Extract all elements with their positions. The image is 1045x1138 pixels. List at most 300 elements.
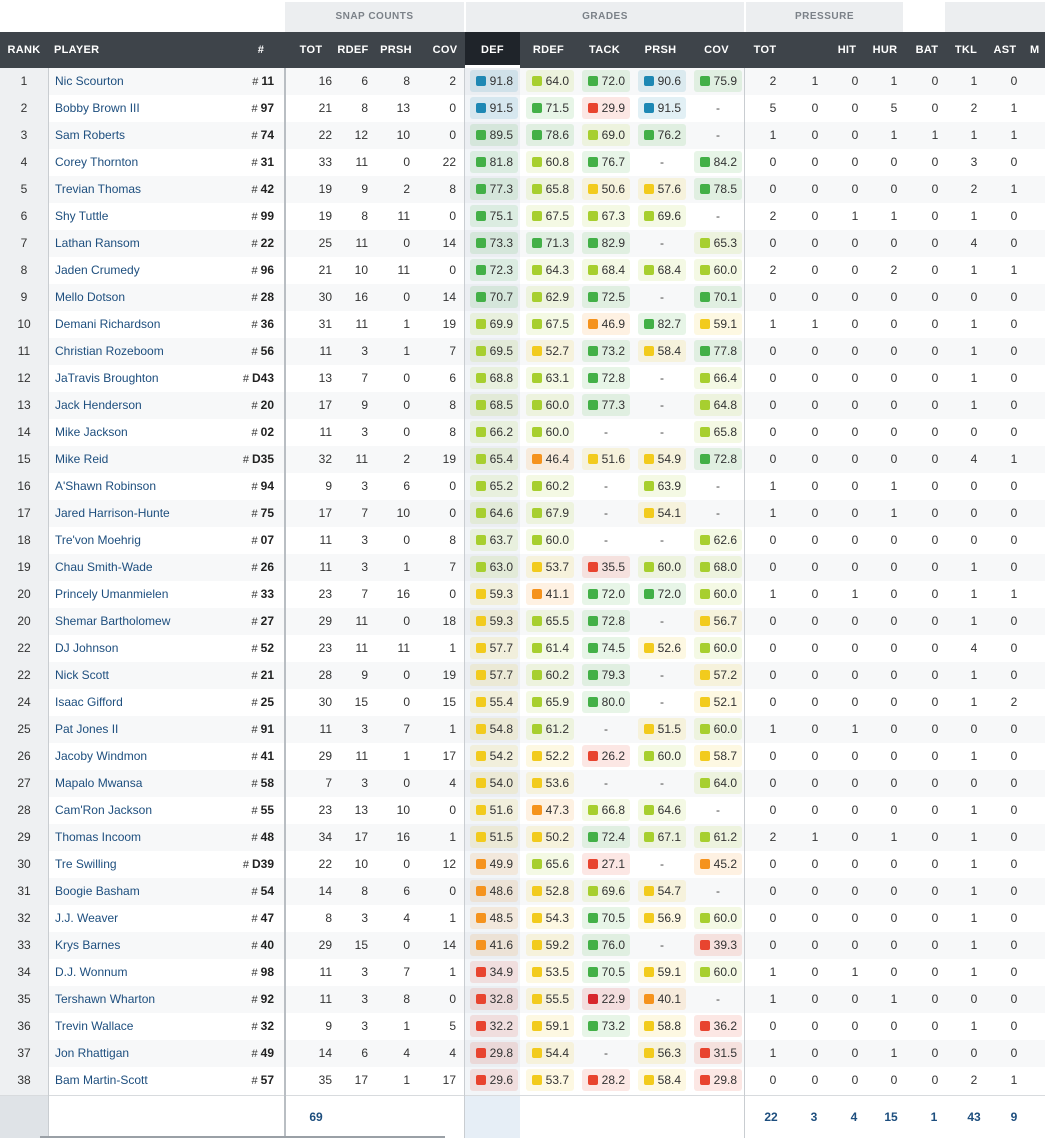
grade-def-value: 32.8 — [489, 992, 513, 1006]
player-name-link[interactable]: Sam Roberts — [55, 128, 126, 142]
grade-color-swatch — [644, 1075, 654, 1085]
grade-cov-cell — [694, 1069, 742, 1091]
col-header-number[interactable]: # — [257, 44, 265, 56]
grade-cov-cell — [694, 286, 742, 308]
grade-cov-cell — [694, 556, 742, 578]
snap-prsh-cell: 4 — [403, 911, 410, 925]
snap-rdef-cell: 8 — [361, 884, 368, 898]
grade-cov-value: 75.9 — [713, 74, 737, 88]
jersey-number — [225, 203, 284, 230]
grade-color-swatch — [588, 832, 598, 842]
sack-cell: 1 — [811, 830, 819, 844]
hit-cell: 0 — [851, 884, 859, 898]
divider-rank — [48, 68, 49, 1138]
snap-rdef-cell: 3 — [361, 560, 368, 574]
grade-color-swatch — [532, 427, 542, 437]
grade-def-value: 29.8 — [489, 1046, 513, 1060]
grade-color-swatch — [476, 805, 486, 815]
grade-cov-value: 31.5 — [713, 1046, 737, 1060]
player-name-link[interactable]: Christian Rozeboom — [55, 344, 164, 358]
assists-cell: 0 — [1010, 668, 1018, 682]
grade-color-swatch — [476, 1021, 486, 1031]
sack-cell: 0 — [811, 722, 819, 736]
snap-prsh-cell: 8 — [403, 74, 410, 88]
col-header-grade-def[interactable]: DEF — [465, 32, 520, 68]
grade-rdef-value: 46.4 — [545, 452, 569, 466]
pressure-tot-cell: 0 — [769, 614, 777, 628]
player-name-link[interactable]: Bam Martin-Scott — [55, 1073, 148, 1087]
bat-cell: 0 — [931, 236, 939, 250]
grade-def-cell — [470, 637, 518, 659]
hit-cell: 0 — [851, 1073, 859, 1087]
group-header-grades: GRADES — [466, 2, 744, 32]
grade-def-cell — [470, 421, 518, 443]
grade-prsh-cell — [638, 556, 686, 578]
player-name-link[interactable]: Jared Harrison-Hunte — [55, 506, 170, 520]
grade-def-value: 75.1 — [489, 209, 513, 223]
jersey-number-value: 55 — [260, 803, 274, 817]
grade-tack-value: 70.5 — [601, 965, 625, 979]
player-name-link[interactable]: Tre Swilling — [55, 857, 117, 871]
grade-color-swatch — [588, 913, 598, 923]
hurry-cell: 0 — [890, 641, 898, 655]
grade-color-swatch — [644, 103, 654, 113]
jersey-number-value: 32 — [260, 1019, 274, 1033]
tackles-cell: 0 — [970, 533, 978, 547]
grade-def-cell — [470, 907, 518, 929]
grade-prsh-value: 57.6 — [657, 182, 681, 196]
col-header-bat[interactable]: BAT — [915, 44, 939, 56]
grade-color-swatch — [532, 454, 542, 464]
player-name-link[interactable]: Thomas Incoom — [55, 830, 142, 844]
hurry-cell: 0 — [890, 317, 898, 331]
grade-def-value: 73.3 — [489, 236, 513, 250]
grade-tack-cell — [582, 313, 630, 335]
snap-prsh-cell: 11 — [397, 209, 410, 223]
grade-color-swatch — [644, 130, 654, 140]
jersey-number-value: 36 — [260, 317, 274, 331]
grade-color-swatch — [700, 184, 710, 194]
player-name-link[interactable]: Mapalo Mwansa — [55, 776, 143, 790]
grade-def-cell — [470, 151, 518, 173]
col-header-snap-rdef[interactable]: RDEF — [337, 44, 369, 56]
grade-def-value: 63.0 — [489, 560, 513, 574]
snap-tot-cell: 11 — [319, 992, 332, 1006]
tackles-cell: 1 — [970, 911, 978, 925]
grade-cov-value: 60.0 — [713, 641, 737, 655]
player-name-link[interactable]: Corey Thornton — [55, 155, 139, 169]
grade-prsh-cell: - — [660, 290, 664, 304]
jersey-number — [225, 1067, 284, 1094]
hit-cell: 0 — [851, 614, 859, 628]
snap-prsh-cell: 10 — [396, 128, 410, 142]
hit-cell: 0 — [851, 506, 859, 520]
jersey-hash: # — [251, 751, 258, 763]
col-header-grade-tack[interactable]: TACK — [589, 44, 620, 56]
player-name-link[interactable]: Trevin Wallace — [55, 1019, 134, 1033]
bat-cell: 0 — [931, 776, 939, 790]
grade-prsh-value: 56.3 — [657, 1046, 681, 1060]
grade-def-value: 65.4 — [489, 452, 513, 466]
grade-color-swatch — [588, 697, 598, 707]
grade-color-swatch — [476, 616, 486, 626]
jersey-number — [225, 311, 284, 338]
player-name-link[interactable]: DJ Johnson — [55, 641, 119, 655]
totals-rank-shade — [0, 1096, 48, 1138]
grade-cov-cell — [694, 961, 742, 983]
grade-tack-value: 72.4 — [601, 830, 625, 844]
snap-tot-cell: 32 — [318, 452, 332, 466]
hit-cell: 1 — [851, 209, 859, 223]
snap-cov-cell: 14 — [442, 290, 456, 304]
assists-cell: 0 — [1010, 506, 1018, 520]
pressure-tot-cell: 0 — [769, 425, 777, 439]
snap-rdef-cell: 15 — [354, 695, 368, 709]
grade-cov-cell — [694, 394, 742, 416]
player-name-link[interactable]: Princely Umanmielen — [55, 587, 169, 601]
player-name-link[interactable]: JaTravis Broughton — [55, 371, 159, 385]
snap-prsh-cell: 0 — [403, 857, 410, 871]
grade-color-swatch — [588, 265, 598, 275]
player-name-link[interactable]: Lathan Ransom — [55, 236, 140, 250]
bat-cell: 0 — [931, 101, 939, 115]
grade-rdef-value: 52.2 — [545, 749, 569, 763]
hit-cell: 0 — [851, 128, 859, 142]
player-name-link[interactable]: D.J. Wonnum — [55, 965, 128, 979]
jersey-number-value: 49 — [260, 1046, 274, 1060]
total-tkl: 43 — [967, 1110, 981, 1124]
grade-cov-cell — [694, 529, 742, 551]
grade-tack-cell — [582, 637, 630, 659]
grade-color-swatch — [644, 76, 654, 86]
snap-tot-cell: 11 — [319, 965, 332, 979]
snap-cov-cell: 0 — [449, 128, 456, 142]
tackles-cell: 4 — [970, 641, 978, 655]
player-name-link[interactable]: Nic Scourton — [55, 74, 124, 88]
snap-cov-cell: 18 — [442, 614, 456, 628]
grade-def-value: 57.7 — [489, 668, 513, 682]
snap-rdef-cell: 11 — [355, 614, 368, 628]
grade-rdef-value: 61.4 — [545, 641, 569, 655]
rank-cell: 7 — [20, 236, 28, 250]
grade-tack-cell — [582, 907, 630, 929]
col-header-snap-prsh[interactable]: PRSH — [380, 44, 412, 56]
player-name-link[interactable]: Jon Rhattigan — [55, 1046, 130, 1060]
grade-color-swatch — [476, 508, 486, 518]
grade-tack-value: 51.6 — [601, 452, 625, 466]
rank-cell: 2 — [20, 101, 28, 115]
grade-color-swatch — [700, 1075, 710, 1085]
snap-prsh-cell: 7 — [403, 722, 410, 736]
grade-color-swatch — [700, 643, 710, 653]
rank-cell: 27 — [17, 776, 31, 790]
snap-cov-cell: 0 — [449, 506, 456, 520]
grade-rdef-value: 67.9 — [545, 506, 569, 520]
player-name-link[interactable]: Chau Smith-Wade — [55, 560, 153, 574]
tackles-cell: 0 — [970, 722, 978, 736]
rank-cell: 33 — [17, 938, 31, 952]
jersey-hash: # — [251, 1021, 258, 1033]
rank-cell: 3 — [20, 128, 28, 142]
grade-def-value: 48.6 — [489, 884, 513, 898]
jersey-number-value: 92 — [260, 992, 274, 1006]
grade-rdef-cell — [526, 772, 574, 794]
hurry-cell: 0 — [890, 371, 898, 385]
grade-prsh-cell — [638, 880, 686, 902]
snap-rdef-cell: 13 — [354, 803, 368, 817]
player-name-link[interactable]: Jaden Crumedy — [55, 263, 140, 277]
grade-tack-cell — [582, 556, 630, 578]
grade-cov-cell: - — [716, 506, 720, 520]
grade-color-swatch — [476, 1075, 486, 1085]
jersey-number-value: 02 — [260, 425, 274, 439]
grade-prsh-cell — [638, 259, 686, 281]
hurry-cell: 0 — [890, 344, 898, 358]
rank-cell: 9 — [20, 290, 28, 304]
pressure-tot-cell: 1 — [769, 317, 777, 331]
assists-cell: 0 — [1010, 938, 1018, 952]
grade-tack-cell: - — [604, 1046, 608, 1060]
snap-prsh-cell: 0 — [403, 668, 410, 682]
grade-color-swatch — [532, 886, 542, 896]
snap-prsh-cell: 0 — [403, 776, 410, 790]
jersey-hash: # — [251, 778, 258, 790]
grade-rdef-cell — [526, 475, 574, 497]
group-header-blank — [945, 2, 1045, 32]
jersey-number-value: 27 — [260, 614, 274, 628]
col-header-grade-rdef[interactable]: RDEF — [532, 44, 565, 56]
grade-cov-cell — [694, 70, 742, 92]
grade-cov-cell: - — [716, 209, 720, 223]
grade-prsh-cell — [638, 799, 686, 821]
grade-def-cell — [470, 610, 518, 632]
assists-cell: 0 — [1010, 371, 1018, 385]
hurry-cell: 1 — [890, 209, 898, 223]
snap-cov-cell: 22 — [442, 155, 456, 169]
pressure-tot-cell: 0 — [769, 884, 777, 898]
col-header-snap-cov[interactable]: COV — [432, 44, 458, 56]
hurry-cell: 5 — [890, 101, 898, 115]
grade-rdef-cell — [526, 70, 574, 92]
grade-cov-value: 70.1 — [713, 290, 737, 304]
grade-rdef-cell — [526, 664, 574, 686]
grade-prsh-cell — [638, 502, 686, 524]
rank-cell: 15 — [17, 452, 31, 466]
grade-color-swatch — [700, 346, 710, 356]
snap-rdef-cell: 11 — [355, 317, 368, 331]
col-header-player[interactable]: PLAYER — [54, 44, 100, 56]
player-name-link[interactable]: Pat Jones II — [55, 722, 119, 736]
hurry-cell: 1 — [890, 506, 898, 520]
snap-rdef-cell: 11 — [355, 236, 368, 250]
sack-cell: 0 — [811, 749, 819, 763]
grade-tack-value: 72.8 — [601, 371, 625, 385]
grade-color-swatch — [700, 778, 710, 788]
grade-tack-cell: - — [604, 533, 608, 547]
snap-tot-cell: 22 — [318, 857, 332, 871]
grade-color-swatch — [532, 616, 542, 626]
grade-tack-cell — [582, 880, 630, 902]
jersey-hash: # — [251, 832, 258, 844]
jersey-number-value: 33 — [260, 587, 274, 601]
col-header-pressure-tot[interactable]: TOT — [753, 44, 777, 56]
player-name-link[interactable]: Krys Barnes — [55, 938, 121, 952]
bat-cell: 0 — [931, 263, 939, 277]
player-name-link[interactable]: Mike Reid — [55, 452, 109, 466]
jersey-number — [225, 959, 284, 986]
jersey-number-value: 94 — [260, 479, 274, 493]
rank-cell: 14 — [17, 425, 31, 439]
player-name-link[interactable]: Bobby Brown III — [55, 101, 140, 115]
player-name-link[interactable]: Boogie Basham — [55, 884, 140, 898]
grade-def-cell — [470, 340, 518, 362]
player-name-link[interactable]: Tershawn Wharton — [55, 992, 156, 1006]
grade-cov-value: 45.2 — [713, 857, 737, 871]
tackles-cell: 2 — [970, 101, 978, 115]
grade-color-swatch — [588, 751, 598, 761]
grade-cov-cell — [694, 421, 742, 443]
grade-tack-value: 74.5 — [601, 641, 625, 655]
grade-color-swatch — [476, 1048, 486, 1058]
grade-rdef-value: 67.5 — [545, 209, 569, 223]
grade-rdef-cell — [526, 745, 574, 767]
hurry-cell: 0 — [890, 695, 898, 709]
totals-def-shade — [465, 1096, 520, 1138]
grade-prsh-cell — [638, 1069, 686, 1091]
player-name-link[interactable]: Mike Jackson — [55, 425, 128, 439]
grade-tack-value: 50.6 — [601, 182, 625, 196]
bat-cell: 0 — [931, 1019, 939, 1033]
snap-cov-cell: 17 — [442, 749, 456, 763]
player-name-link[interactable]: Tre'von Moehrig — [55, 533, 141, 547]
jersey-number — [225, 68, 284, 95]
snap-rdef-cell: 17 — [354, 830, 368, 844]
grade-prsh-value: 82.7 — [657, 317, 681, 331]
grade-color-swatch — [588, 940, 598, 950]
grade-rdef-value: 47.3 — [545, 803, 569, 817]
sack-cell: 0 — [811, 344, 819, 358]
grade-prsh-cell — [638, 70, 686, 92]
grade-cov-cell — [694, 313, 742, 335]
rank-cell: 38 — [17, 1073, 31, 1087]
grade-cov-cell — [694, 745, 742, 767]
sack-cell: 0 — [811, 965, 819, 979]
grade-cov-cell — [694, 691, 742, 713]
snap-tot-cell: 23 — [318, 803, 332, 817]
jersey-number — [225, 743, 284, 770]
player-name-link[interactable]: Jack Henderson — [55, 398, 142, 412]
grade-tack-cell — [582, 394, 630, 416]
player-name-link[interactable]: Shemar Bartholomew — [55, 614, 171, 628]
grade-rdef-cell — [526, 691, 574, 713]
jersey-number-value: 21 — [260, 668, 274, 682]
grade-tack-value: 66.8 — [601, 803, 625, 817]
grade-color-swatch — [588, 670, 598, 680]
grade-color-swatch — [476, 427, 486, 437]
grade-def-cell — [470, 502, 518, 524]
col-header-hit[interactable]: HIT — [837, 44, 857, 56]
col-header-snap-tot[interactable]: TOT — [299, 44, 323, 56]
snap-rdef-cell: 9 — [361, 182, 368, 196]
divider-snap — [464, 68, 465, 1138]
bat-cell: 0 — [931, 884, 939, 898]
grade-color-swatch — [476, 319, 486, 329]
jersey-hash: # — [251, 319, 258, 331]
grade-tack-cell — [582, 70, 630, 92]
bat-cell: 0 — [931, 938, 939, 952]
player-name-link[interactable]: Isaac Gifford — [55, 695, 123, 709]
grade-tack-cell: - — [604, 425, 608, 439]
grade-color-swatch — [700, 589, 710, 599]
sack-cell: 0 — [811, 182, 819, 196]
jersey-hash: # — [242, 373, 249, 385]
snap-tot-cell: 11 — [319, 560, 332, 574]
player-name-link[interactable]: Cam'Ron Jackson — [55, 803, 152, 817]
grade-cov-value: 60.0 — [713, 965, 737, 979]
grade-prsh-value: 64.6 — [657, 803, 681, 817]
jersey-hash: # — [251, 292, 258, 304]
col-header-ast[interactable]: AST — [993, 44, 1017, 56]
col-header-hurry[interactable]: HUR — [872, 44, 898, 56]
col-header-grade-cov[interactable]: COV — [704, 44, 729, 56]
player-name-link[interactable]: Demani Richardson — [55, 317, 161, 331]
pressure-tot-cell: 1 — [769, 587, 777, 601]
snap-rdef-cell: 8 — [361, 101, 368, 115]
grade-color-swatch — [700, 940, 710, 950]
assists-cell: 0 — [1010, 776, 1018, 790]
grade-tack-value: 79.3 — [601, 668, 625, 682]
player-name-link[interactable]: A'Shawn Robinson — [55, 479, 157, 493]
hit-cell: 0 — [851, 101, 859, 115]
grade-color-swatch — [476, 778, 486, 788]
pressure-tot-cell: 0 — [769, 857, 777, 871]
grade-rdef-cell — [526, 1042, 574, 1064]
player-name-link[interactable]: J.J. Weaver — [55, 911, 119, 925]
player-name-link[interactable]: Shy Tuttle — [55, 209, 109, 223]
col-header-sack[interactable] — [791, 32, 827, 68]
grade-def-cell — [470, 718, 518, 740]
bat-cell: 1 — [931, 128, 939, 142]
col-header-tkl[interactable]: TKL — [954, 44, 978, 56]
grade-rdef-value: 71.3 — [545, 236, 569, 250]
assists-cell: 0 — [1010, 533, 1018, 547]
player-name-link[interactable]: Nick Scott — [55, 668, 110, 682]
assists-cell: 0 — [1010, 1046, 1018, 1060]
grade-def-cell — [470, 772, 518, 794]
hit-cell: 0 — [851, 371, 859, 385]
grade-cov-value: 29.8 — [713, 1073, 737, 1087]
player-name-link[interactable]: Mello Dotson — [55, 290, 126, 304]
snap-cov-cell: 7 — [449, 560, 456, 574]
hit-cell: 0 — [851, 1019, 859, 1033]
rank-cell: 4 — [20, 155, 28, 169]
tackles-cell: 0 — [970, 290, 978, 304]
grade-prsh-cell — [638, 826, 686, 848]
col-header-grade-prsh[interactable]: PRSH — [644, 44, 677, 56]
grade-cov-cell: - — [716, 992, 720, 1006]
col-header-rank[interactable]: RANK — [7, 44, 41, 56]
jersey-hash: # — [251, 103, 258, 115]
hit-cell: 0 — [851, 830, 859, 844]
grade-tack-cell — [582, 178, 630, 200]
hurry-cell: 0 — [890, 938, 898, 952]
bat-cell: 0 — [931, 1073, 939, 1087]
grade-def-value: 29.6 — [489, 1073, 513, 1087]
player-name-link[interactable]: Trevian Thomas — [55, 182, 142, 196]
col-header-cut-off[interactable]: M — [1030, 44, 1040, 56]
player-name-link[interactable]: Jacoby Windmon — [55, 749, 148, 763]
snap-tot-cell: 35 — [318, 1073, 332, 1087]
